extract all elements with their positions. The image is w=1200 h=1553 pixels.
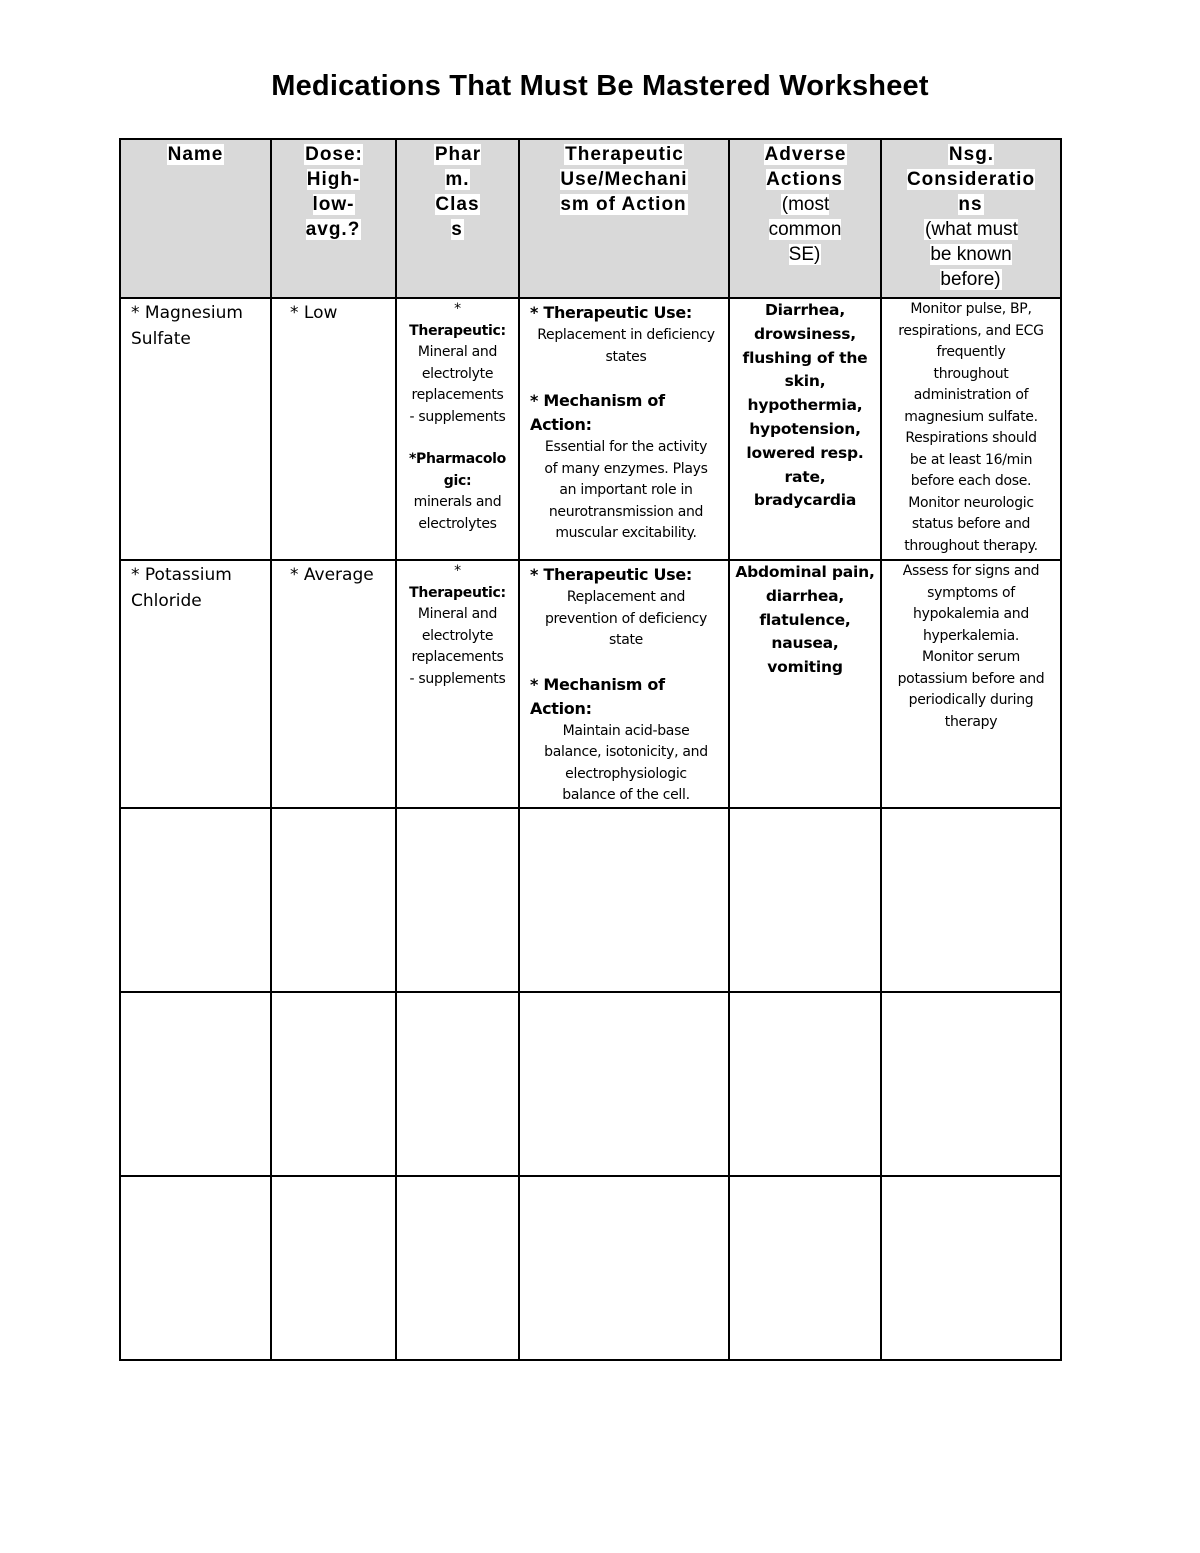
header-pharm-class: [396, 139, 519, 298]
header-adverse-sublabel: (most common SE): [768, 194, 842, 265]
adverse-actions-cell: Abdominal pain, diarrhea, flatulence, nausea, vomiting: [729, 560, 881, 808]
header-therapeutic-use-label: Therapeutic Use/Mechani sm of Action: [560, 144, 688, 215]
empty-cell[interactable]: [271, 808, 396, 992]
drug-name-cell: * Potassium Chloride: [120, 560, 271, 808]
drug-name-cell: * Magnesium Sulfate: [120, 298, 271, 560]
pharm-therapeutic-text: Mineral and electrolyte replacements - supplements: [409, 344, 506, 425]
table-row: [120, 560, 1061, 808]
pharm-class-star: *: [454, 301, 461, 317]
pharm-class-cell: [396, 298, 519, 560]
empty-cell[interactable]: [881, 1176, 1061, 1360]
empty-table-row: [120, 808, 1061, 992]
empty-cell[interactable]: [729, 808, 881, 992]
empty-cell[interactable]: [271, 1176, 396, 1360]
medications-table: [119, 138, 1062, 1361]
header-pharm-class-label: Phar m. Clas s: [434, 144, 482, 240]
header-adverse-label: Adverse Actions: [764, 144, 847, 190]
empty-cell[interactable]: [396, 992, 519, 1176]
header-row: [120, 139, 1061, 298]
pharm-therapeutic-label: Therapeutic:: [409, 584, 506, 601]
empty-cell[interactable]: [729, 1176, 881, 1360]
empty-cell[interactable]: [120, 992, 271, 1176]
header-name-label: Name: [167, 144, 224, 165]
pharm-therapeutic-label: Therapeutic:: [409, 322, 506, 339]
mechanism-label: * Mechanism of Action:: [530, 391, 665, 434]
mechanism-text: Essential for the activity of many enzymes. Plays an important role in neurotransmission and muscular excitability.: [544, 439, 708, 541]
nsg-considerations-cell: Assess for signs and symptoms of hypokalemia and hyperkalemia. Monitor serum potassium before and periodically during therapy: [881, 560, 1061, 808]
use-text: Replacement and prevention of deficiency state: [544, 589, 708, 648]
mechanism-text: Maintain acid-base balance, isotonicity, and electrophysiologic balance of the cell.: [544, 722, 708, 803]
use-label: * Therapeutic Use:: [530, 303, 693, 322]
empty-cell[interactable]: [519, 808, 729, 992]
header-name: [120, 139, 271, 298]
empty-cell[interactable]: [271, 992, 396, 1176]
empty-cell[interactable]: [881, 808, 1061, 992]
empty-cell[interactable]: [396, 808, 519, 992]
pharm-class-star: *: [454, 563, 461, 579]
empty-table-row: [120, 1176, 1061, 1360]
empty-table-row: [120, 992, 1061, 1176]
empty-cell[interactable]: [120, 808, 271, 992]
empty-cell[interactable]: [519, 1176, 729, 1360]
header-adverse-actions: [729, 139, 881, 298]
empty-cell[interactable]: [881, 992, 1061, 1176]
use-label: * Therapeutic Use:: [530, 565, 693, 584]
adverse-actions-cell: Diarrhea, drowsiness, flushing of the skin, hypothermia, hypotension, lowered resp. rate, bradycardia: [729, 298, 881, 560]
header-nsg-considerations: [881, 139, 1061, 298]
empty-cell[interactable]: [519, 992, 729, 1176]
dose-cell: * Low: [271, 298, 396, 560]
nsg-considerations-cell: Monitor pulse, BP, respirations, and ECG frequently throughout administration of magnesium sulfate. Respirations should be at least 16/min before each dose. Monitor neurologic status before and throughout therapy.: [881, 298, 1061, 560]
therapeutic-use-cell: [519, 560, 729, 808]
pharm-pharmacologic-text: minerals and electrolytes: [413, 494, 502, 532]
empty-cell[interactable]: [729, 992, 881, 1176]
dose-cell: * Average: [271, 560, 396, 808]
table-row: [120, 298, 1061, 560]
pharm-pharmacologic-label: *Pharmacolo gic:: [409, 451, 506, 489]
header-dose-label: Dose: High- low- avg.?: [305, 144, 363, 240]
header-dose: [271, 139, 396, 298]
pharm-class-cell: [396, 560, 519, 808]
header-nsg-label: Nsg. Consideratio ns: [906, 144, 1036, 215]
header-therapeutic-use: [519, 139, 729, 298]
pharm-therapeutic-text: Mineral and electrolyte replacements - supplements: [409, 606, 506, 687]
use-text: Replacement in deficiency states: [537, 327, 715, 365]
therapeutic-use-cell: [519, 298, 729, 560]
empty-cell[interactable]: [120, 1176, 271, 1360]
header-nsg-sublabel: (what must be known before): [925, 219, 1018, 290]
empty-cell[interactable]: [396, 1176, 519, 1360]
mechanism-label: * Mechanism of Action:: [530, 674, 665, 718]
page-title: Medications That Must Be Mastered Worksheet: [271, 70, 929, 102]
